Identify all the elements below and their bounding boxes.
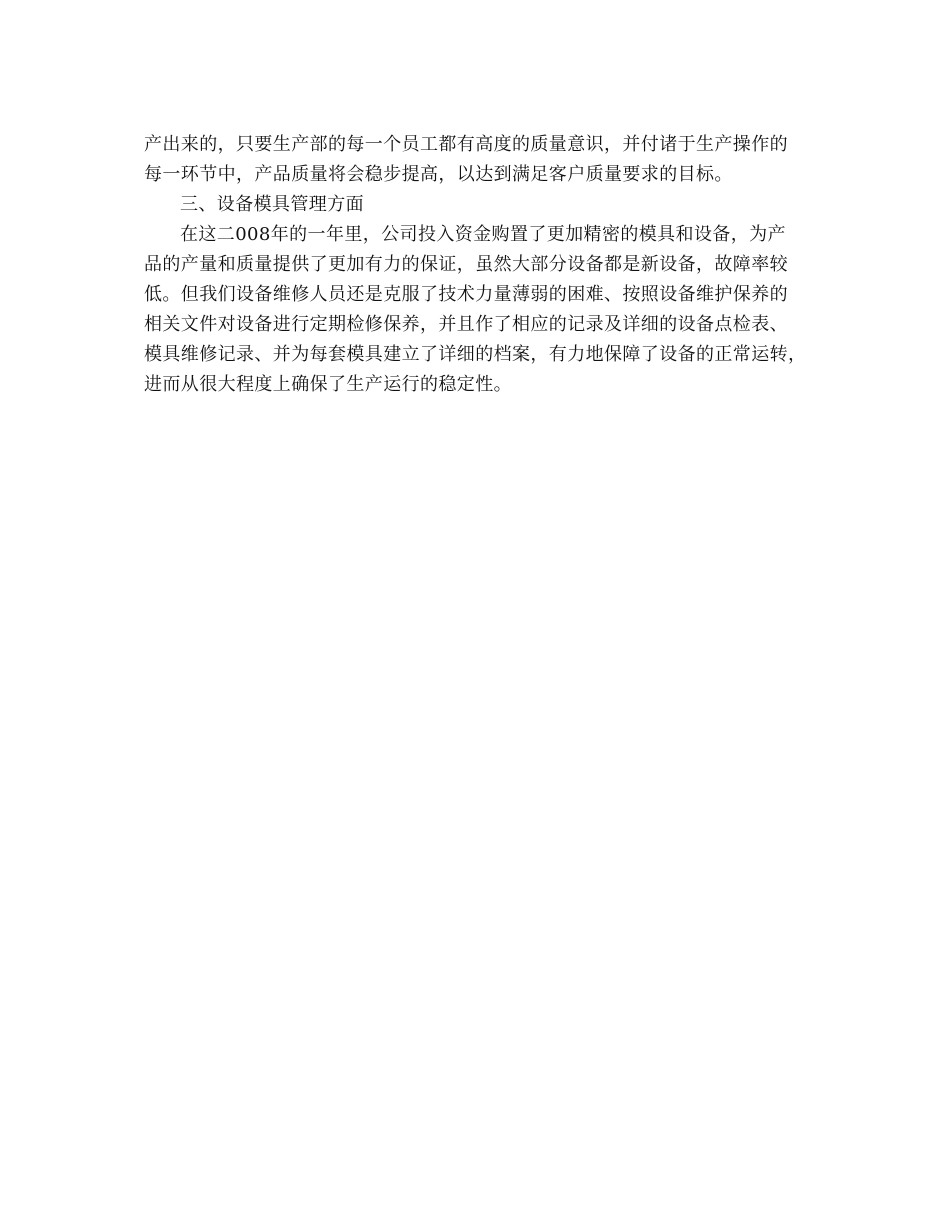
paragraph-line: 低。但我们设备维修人员还是克服了技术力量薄弱的困难、按照设备维护保养的	[144, 284, 788, 305]
paragraph-line: 进而从很大程度上确保了生产运行的稳定性。	[144, 374, 512, 395]
section-heading: 三、设备模具管理方面	[180, 194, 364, 215]
paragraph-line: 品的产量和质量提供了更加有力的保证，虽然大部分设备都是新设备，故障率较	[144, 254, 788, 275]
paragraph-line: 模具维修记录、并为每套模具建立了详细的档案，有力地保障了设备的正常运转，	[144, 344, 807, 365]
paragraph-line: 在这二008年的一年里，公司投入资金购置了更加精密的模具和设备，为产	[180, 224, 786, 245]
paragraph-line: 相关文件对设备进行定期检修保养，并且作了相应的记录及详细的设备点检表、	[144, 314, 788, 335]
paragraph-line: 产出来的，只要生产部的每一个员工都有高度的质量意识，并付诸于生产操作的	[144, 134, 788, 155]
paragraph-line: 每一环节中，产品质量将会稳步提高，以达到满足客户质量要求的目标。	[144, 164, 733, 185]
document-body	[144, 130, 808, 400]
